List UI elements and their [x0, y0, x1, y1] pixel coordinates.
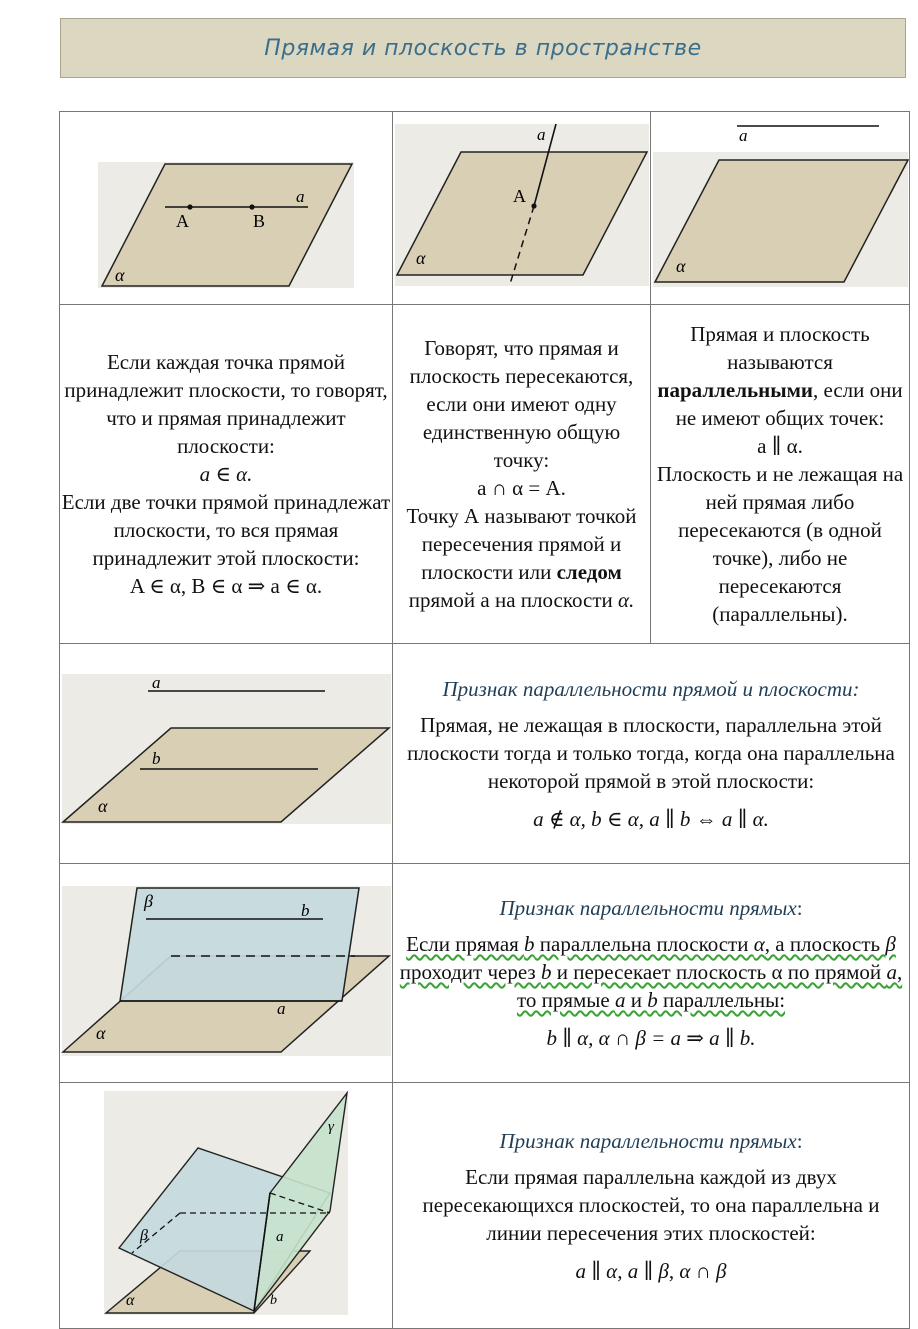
- paragraph-1: Если каждая точка прямой принадлежит плоскости, то говорят, что и прямая принадлежит плоскости:: [64, 350, 388, 458]
- label-point-b: B: [253, 211, 266, 231]
- text-part: Если прямая: [406, 932, 525, 956]
- diagram-criterion-three-planes: [60, 1083, 393, 1323]
- criterion-body: Если прямая параллельна каждой из двух пересекающихся плоскостей, то она параллельна и линии пересечения этих плоскостей:: [422, 1164, 880, 1245]
- label-line-a: a: [152, 673, 161, 692]
- label-line-a: a: [277, 999, 286, 1018]
- text-line-crosses-plane: [393, 305, 651, 644]
- paragraph-2: Плоскость и не лежащая на ней прямая либо пересекаются (в одной точке), либо не пересекаются (параллельны).: [656, 462, 904, 626]
- text-part: Прямая и плоскость называются: [690, 322, 870, 374]
- text-part: β: [885, 932, 896, 956]
- criterion-formula: b ∥ α, α ∩ β = a ⇒ a ∥ b.: [546, 1026, 756, 1050]
- diagram-line-parallel-plane: [651, 112, 910, 299]
- label-plane-gamma: γ: [328, 1119, 334, 1135]
- diagram-criterion-line-plane: [60, 644, 393, 858]
- label-line-a: a: [537, 125, 546, 144]
- label-plane-alpha: α: [126, 1292, 135, 1309]
- text-part: b: [524, 932, 535, 956]
- label-line-a: a: [296, 187, 305, 206]
- label-plane-alpha: α: [96, 1023, 106, 1043]
- criterion-body: Прямая, не лежащая в плоскости, параллельна этой плоскости тогда и только тогда, когда она параллельна некоторой прямой в этой плоскости:: [407, 712, 895, 793]
- figure-criterion-three-planes: [60, 1083, 393, 1329]
- text-criterion-1: [393, 644, 910, 864]
- text-part: b: [540, 960, 552, 984]
- text-criterion-2: [393, 864, 910, 1083]
- text-part: , если они не имеют общих точек:: [675, 378, 903, 430]
- text-part: a: [886, 960, 897, 984]
- figure-criterion-two-planes: [60, 864, 393, 1083]
- criterion-heading: [393, 1127, 909, 1155]
- heading-text: Признак параллельности прямых: [499, 896, 797, 920]
- text-line-parallel-plane: [651, 305, 910, 644]
- label-plane-alpha: α: [676, 256, 686, 276]
- term-parallel: параллельными: [657, 378, 814, 402]
- label-line-b: b: [270, 1293, 277, 1308]
- heading-colon: :: [796, 1128, 803, 1153]
- label-point-a: A: [176, 211, 189, 231]
- formula-1: a ∩ α = A.: [477, 476, 566, 500]
- formula-1: a ∥ α.: [757, 434, 803, 458]
- criterion-body: [393, 930, 909, 1014]
- paragraph-1: Говорят, что прямая и плоскость пересекаются, если они имеют одну единственную общую точку:: [409, 336, 634, 472]
- term-sled: следом: [556, 560, 622, 584]
- label-line-a: a: [739, 126, 748, 145]
- label-plane-alpha: α: [416, 248, 426, 268]
- text-line-in-plane: [60, 305, 393, 644]
- figure-criterion-line-plane: [60, 644, 393, 864]
- figure-line-crosses-plane: [393, 112, 651, 305]
- text-part: , то прямые: [516, 960, 903, 1012]
- row-criterion-3: [60, 1083, 910, 1329]
- text-part: прямой а на плоскости: [408, 588, 613, 612]
- text-part: b: [647, 988, 658, 1012]
- text-part: параллельна плоскости: [534, 932, 754, 956]
- text-criterion-3: [393, 1083, 910, 1329]
- paragraph-2: [393, 502, 650, 614]
- label-line-b: b: [301, 901, 310, 920]
- label-line-a: a: [276, 1229, 284, 1245]
- criterion-heading: [393, 894, 909, 922]
- text-part: a: [614, 988, 626, 1012]
- text-part: Точку А называют точкой пересечения прямой и плоскости или: [406, 504, 637, 584]
- row-figures: [60, 112, 910, 305]
- content-table: [59, 111, 910, 1329]
- label-plane-alpha: α: [115, 265, 125, 285]
- text-part: и пересекает плоскость α по прямой: [551, 960, 887, 984]
- heading-text: Признак параллельности прямых: [499, 1128, 797, 1153]
- text-part: проходит через: [399, 960, 541, 984]
- criterion-formula: a ∉ α, b ∈ α, a ∥ b ⇔ a ∥ α.: [533, 806, 769, 831]
- label-plane-beta: β: [140, 1227, 148, 1244]
- text-part: , а плоскость: [764, 932, 886, 956]
- criterion-formula: a ∥ α, a ∥ β, α ∩ β: [575, 1258, 727, 1283]
- criterion-heading: Признак параллельности прямой и плоскости:: [442, 676, 860, 701]
- row-definitions: [60, 305, 910, 644]
- figure-line-in-plane: [60, 112, 393, 305]
- row-criterion-1: [60, 644, 910, 864]
- diagram-criterion-two-planes: [60, 864, 393, 1077]
- text-part: α.: [617, 588, 635, 612]
- diagram-line-crosses-plane: [393, 112, 651, 299]
- paragraph-2: Если две точки прямой принадлежат плоскости, то вся прямая принадлежит этой плоскости:: [61, 490, 391, 570]
- label-plane-alpha: α: [98, 796, 108, 816]
- figure-line-parallel-plane: [651, 112, 910, 305]
- text-part: α: [753, 932, 765, 956]
- text-part: и: [625, 988, 648, 1012]
- text-part: параллельны:: [657, 988, 786, 1012]
- label-point-a: A: [513, 186, 526, 206]
- heading-colon: :: [796, 896, 803, 920]
- page-title-banner: [60, 18, 906, 78]
- label-line-b: b: [152, 749, 161, 768]
- paragraph-1: [651, 320, 909, 432]
- label-plane-beta: β: [144, 891, 153, 911]
- row-criterion-2: [60, 864, 910, 1083]
- formula-1: a ∈ α.: [199, 462, 253, 486]
- page-title: Прямая и плоскость в пространстве: [264, 35, 702, 61]
- diagram-line-in-plane: [60, 112, 393, 299]
- formula-2: A ∈ α, B ∈ α ⇒ a ∈ α.: [129, 574, 323, 598]
